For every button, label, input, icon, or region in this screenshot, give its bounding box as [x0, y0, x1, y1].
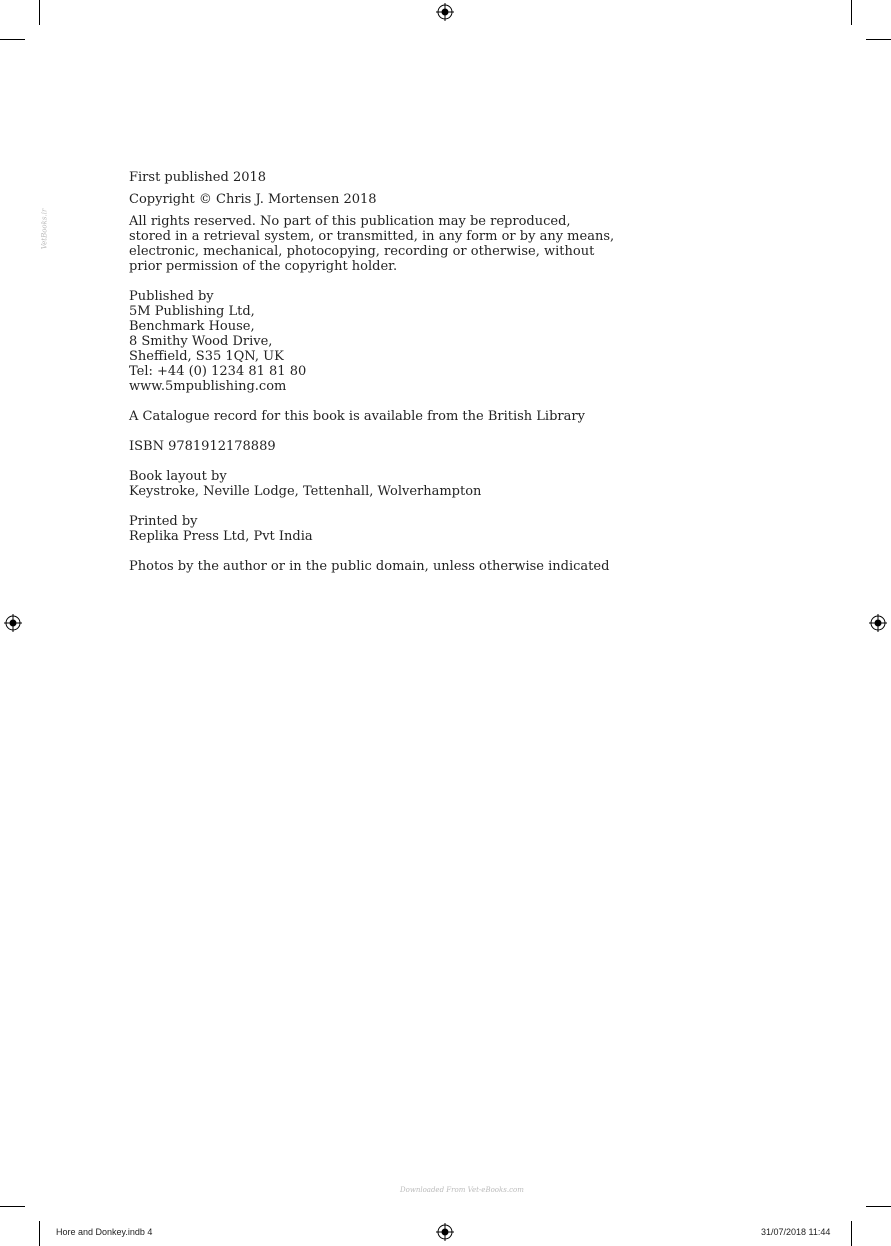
crop-mark-top-left-v	[39, 0, 40, 25]
crop-mark-top-right-v	[851, 0, 852, 25]
first-published-line: First published 2018	[129, 170, 267, 185]
crop-mark-bottom-left-v	[39, 1221, 40, 1246]
crop-mark-top-left-h	[0, 39, 25, 40]
bottom-watermark: Downloaded From Vet-eBooks.com	[400, 1186, 524, 1194]
layout-credit	[129, 469, 599, 499]
slug-file-name: Hore and Donkey.indb 4	[56, 1227, 153, 1237]
publisher-phone: Tel: +44 (0) 1234 81 81 80	[129, 364, 307, 379]
rights-line: prior permission of the copyright holder.	[129, 259, 398, 274]
slug-timestamp: 31/07/2018 11:44	[761, 1227, 831, 1237]
publisher-address: Sheffield, S35 1QN, UK	[129, 349, 284, 364]
catalogue-record-line: A Catalogue record for this book is available from the British Library	[129, 409, 585, 424]
side-watermark: VetBooks.ir	[40, 208, 49, 250]
copyright-page-text	[129, 170, 615, 574]
publisher-address: 8 Smithy Wood Drive,	[129, 334, 273, 349]
crop-mark-top-right-h	[866, 39, 891, 40]
registration-mark-icon	[436, 1223, 454, 1241]
layout-label: Book layout by	[129, 469, 227, 484]
publisher-address: Benchmark House,	[129, 319, 255, 334]
crop-mark-bottom-right-v	[851, 1221, 852, 1246]
publisher-name: 5M Publishing Ltd,	[129, 304, 255, 319]
photos-credit-line: Photos by the author or in the public domain, unless otherwise indicated	[129, 559, 610, 574]
printer-credit	[129, 514, 599, 544]
isbn-line: ISBN 9781912178889	[129, 439, 276, 454]
crop-mark-bottom-right-h	[866, 1206, 891, 1207]
publisher-block	[129, 289, 599, 394]
registration-mark-icon	[869, 614, 887, 632]
printed-by-label: Printed by	[129, 514, 198, 529]
printer-name: Replika Press Ltd, Pvt India	[129, 529, 313, 544]
publisher-website: www.5mpublishing.com	[129, 379, 287, 394]
registration-mark-icon	[436, 3, 454, 21]
crop-mark-bottom-left-h	[0, 1206, 25, 1207]
layout-company: Keystroke, Neville Lodge, Tettenhall, Wolverhampton	[129, 484, 482, 499]
rights-line: stored in a retrieval system, or transmitted, in any form or by any means,	[129, 229, 615, 244]
rights-line: All rights reserved. No part of this publication may be reproduced,	[129, 214, 571, 229]
rights-paragraph	[129, 214, 615, 274]
registration-mark-icon	[4, 614, 22, 632]
rights-line: electronic, mechanical, photocopying, recording or otherwise, without	[129, 244, 595, 259]
published-by-label: Published by	[129, 289, 214, 304]
copyright-line: Copyright © Chris J. Mortensen 2018	[129, 192, 377, 207]
